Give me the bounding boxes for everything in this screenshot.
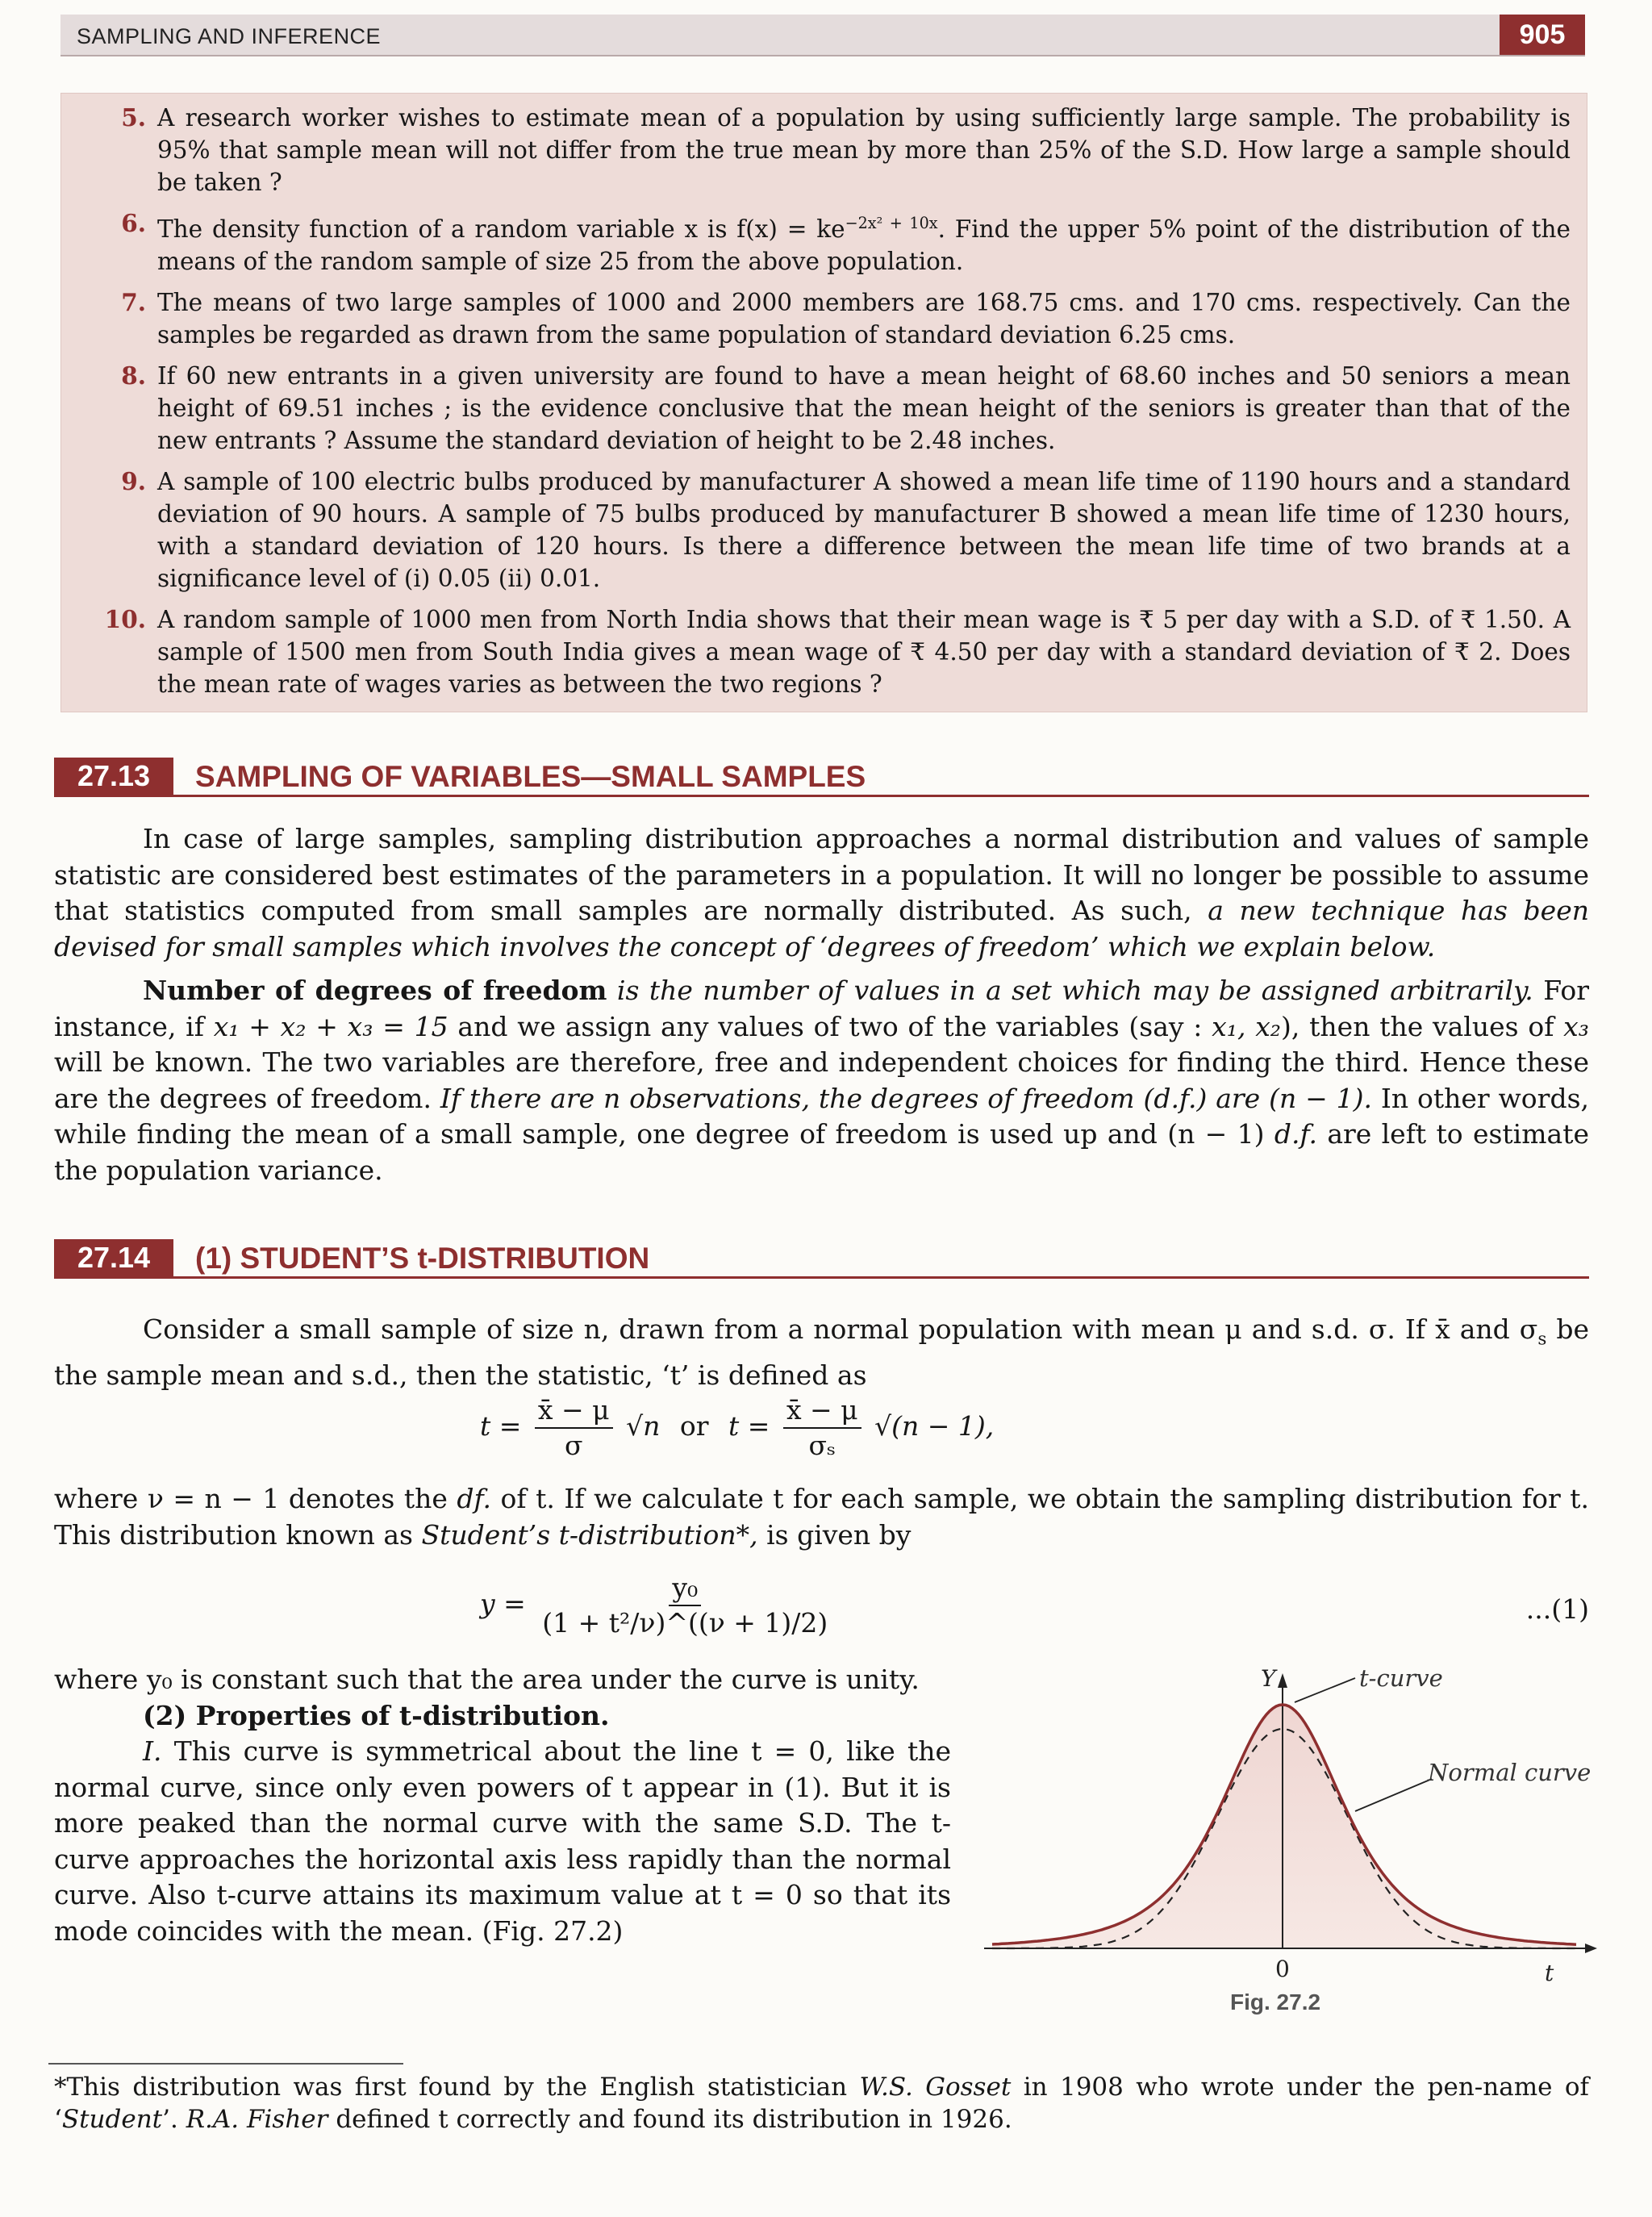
- section-title: (1) STUDENT’S t-DISTRIBUTION: [195, 1242, 650, 1275]
- square-root: √n: [626, 1410, 661, 1442]
- exercise-number: 9.: [121, 466, 146, 495]
- exercise-text: If 60 new entrants in a given university are found to have a mean height of 68.60 inches and 50 seniors a mean height of 69.51 inches ; is the evidence conclusive that the mean height of the seniors is greater than that of the new entrants ? Assume the standard deviation of height to be 2.48 inches.: [157, 361, 1571, 454]
- text: For instance, if: [54, 975, 1589, 1042]
- t-curve-leader-line: [1295, 1678, 1355, 1702]
- formula-lhs: t =: [480, 1410, 522, 1442]
- section-heading: [54, 758, 1589, 797]
- fraction: [783, 1393, 861, 1463]
- text: ’.: [162, 2105, 186, 2134]
- text-line: where y₀ is constant such that the area under the curve is unity.: [54, 1664, 920, 1695]
- exercise-item: [77, 207, 1571, 278]
- y-axis-label: Y: [1261, 1665, 1276, 1692]
- italic-name: Student: [61, 2105, 163, 2134]
- exercise-text: A random sample of 1000 men from North India shows that their mean wage is ₹ 5 per day with a S.D. of ₹ 1.50. A sample of 1500 men from South India gives a mean wage of ₹ 4.50 per day with a standard deviation of ₹ 2. Does the mean rate of wages varies as between the two regions ?: [157, 605, 1571, 698]
- italic-text: a new technique has been devised for small samples which involves the concept of ‘degrees of freedom’ which we explain below.: [54, 895, 1589, 962]
- math: df.: [457, 1483, 492, 1514]
- denominator: (1 + t²/ν)^((ν + 1)/2): [542, 1607, 828, 1639]
- exercise-number: 10.: [104, 604, 146, 633]
- exercise-text: A research worker wishes to estimate mean of a population by using sufficiently large sample. The probability is 95% that sample mean will not differ from the true mean by more than 25% of the S.D. How large a sample should be taken ?: [157, 104, 1571, 196]
- exercise-text: A sample of 100 electric bulbs produced by manufacturer A showed a mean life time of 1190 hours and a standard deviation of 90 hours. A sample of 75 bulbs produced by manufacturer B showed a mean life time of 1230 hours, with a standard deviation of 120 hours. Is there a difference between the mean life time of two brands at a significance level of (i) 0.05 (ii) 0.01.: [157, 467, 1571, 592]
- t-distribution-equation: [480, 1571, 836, 1640]
- exercise-item: [77, 102, 1571, 198]
- t-distribution-figure: [976, 1662, 1605, 1985]
- denominator: σ: [564, 1430, 583, 1461]
- exercise-text-part: The density function of a random variable x is f(x) = ke: [157, 215, 845, 243]
- text: of t. If we calculate t for each sample, we obtain the sampling distribution for t. This distribution known as: [54, 1483, 1589, 1551]
- italic-name: W.S. Gosset: [859, 2073, 1012, 2102]
- x-axis-label: t: [1545, 1960, 1554, 1985]
- subscript: s: [1537, 1329, 1547, 1350]
- fraction: [535, 1393, 613, 1463]
- t-curve-fill: [992, 1705, 1577, 1948]
- numerator: x̄ − μ: [535, 1393, 613, 1429]
- math: x₁ + x₂ + x₃ = 15: [213, 1010, 448, 1042]
- paragraph: [54, 973, 1589, 1188]
- numerator: x̄ − μ: [783, 1393, 861, 1429]
- figure-caption: Fig. 27.2: [1230, 1989, 1321, 2015]
- exercise-number: 8.: [121, 361, 146, 390]
- left-column: [54, 1662, 951, 1949]
- text: In case of large samples, sampling distribution approaches a normal distribution and values of sample statistic are considered best estimates of the parameters in a population. It will no longer be possible to assume that statistics computed from small samples are normally distributed. As such,: [54, 823, 1589, 926]
- text: will be known. The two variables are therefore, free and independent choices for finding the third. Hence these are the degrees of freedom.: [54, 1046, 1589, 1114]
- exercise-box: [60, 93, 1587, 712]
- italic-text: If there are n observations, the degrees of freedom (d.f.) are (n − 1).: [440, 1082, 1372, 1114]
- italic-text: is the number of values in a set which may be assigned arbitrarily.: [607, 975, 1533, 1006]
- exercise-item: [77, 286, 1571, 351]
- running-head: SAMPLING AND INFERENCE: [77, 24, 382, 48]
- fraction: [539, 1571, 831, 1640]
- text: in 1908 who wrote under the pen-name of ‘: [54, 2073, 1589, 2134]
- normal-curve-leader-line: [1355, 1779, 1432, 1811]
- exercise-number: 5.: [121, 103, 146, 132]
- y-axis-arrow: [1278, 1673, 1287, 1688]
- text: be the sample mean and s.d., then the statistic, ‘t’ is defined as: [54, 1313, 1589, 1392]
- section-number: 27.13: [54, 758, 173, 795]
- text: and we assign any values of two of the variables (say :: [448, 1010, 1212, 1042]
- formula-lhs: y =: [480, 1588, 526, 1619]
- x-axis-arrow: [1585, 1944, 1597, 1953]
- text: *This distribution was first found by the English statistician: [54, 2073, 860, 2102]
- exercise-number: 6.: [121, 209, 146, 237]
- bold-term: Number of degrees of freedom: [143, 975, 607, 1006]
- t-statistic-formula: [480, 1393, 994, 1463]
- math: x₁, x₂: [1212, 1010, 1282, 1042]
- italic-name: R.A. Fisher: [186, 2105, 328, 2134]
- paragraph: [54, 821, 1589, 965]
- normal-curve-label: Normal curve: [1428, 1759, 1592, 1786]
- exercise-text-part: . Find the upper 5% point of the distribution of the means of the random sample of size 25 from the above population.: [157, 215, 1571, 275]
- text: Consider a small sample of size n, drawn from a normal population with mean μ and s.d. σ. If x̄ and σ: [143, 1313, 1538, 1345]
- item-number: I.: [143, 1735, 162, 1767]
- text: are left to estimate the population variance.: [54, 1118, 1589, 1186]
- exercise-text: [157, 207, 1571, 278]
- exercise-item: [77, 603, 1571, 700]
- paragraph: [54, 1734, 951, 1949]
- paragraph: [54, 1312, 1589, 1394]
- section-heading: [54, 1239, 1589, 1279]
- exercise-item: [77, 466, 1571, 595]
- paragraph: [54, 1481, 1589, 1553]
- numerator: y₀: [669, 1571, 701, 1606]
- denominator: σₛ: [808, 1430, 836, 1461]
- or-word: or: [679, 1410, 709, 1442]
- square-root: √(n − 1),: [874, 1410, 995, 1442]
- text: defined t correctly and found its distribution in 1926.: [327, 2105, 1012, 2134]
- equation-number: ...(1): [1525, 1593, 1589, 1625]
- exercise-item: [77, 360, 1571, 457]
- text: This curve is symmetrical about the line t = 0, like the normal curve, since only even powers of t appear in (1). But it is more peaked than the normal curve with the same S.D. The t-curve approaches the horizontal axis less rapidly than the normal curve. Also t-curve attains its maximum value at t = 0 so that its mode coincides with the mean. (Fig. 27.2): [54, 1735, 951, 1947]
- origin-label: 0: [1275, 1956, 1290, 1982]
- page-header: [60, 15, 1585, 56]
- section-title: SAMPLING OF VARIABLES—SMALL SAMPLES: [195, 760, 866, 793]
- text: where ν = n − 1 denotes the: [54, 1483, 457, 1514]
- text: is given by: [757, 1518, 912, 1551]
- italic-text: Student’s t-distribution*,: [421, 1518, 758, 1551]
- text: In other words, while finding the mean of a small sample, one degree of freedom is used up and (n − 1): [54, 1082, 1589, 1150]
- exercise-number: 7.: [121, 287, 146, 316]
- math: d.f.: [1274, 1118, 1317, 1150]
- section-number: 27.14: [54, 1239, 173, 1276]
- subheading: (2) Properties of t-distribution.: [143, 1699, 610, 1731]
- exponent: −2x² + 10x: [845, 214, 938, 232]
- exercise-text: The means of two large samples of 1000 and 2000 members are 168.75 cms. and 170 cms. respectively. Can the samples be regarded as drawn from the same population of standard deviation 6.25 cms.: [157, 288, 1571, 349]
- t-curve-label: t-curve: [1359, 1664, 1443, 1692]
- footnote-rule: [48, 2063, 403, 2065]
- footnote: [54, 2071, 1589, 2136]
- text: ), then the values of: [1281, 1010, 1564, 1042]
- page-number: 905: [1500, 15, 1585, 55]
- formula-lhs: t =: [728, 1410, 770, 1442]
- math: x₃: [1563, 1010, 1590, 1042]
